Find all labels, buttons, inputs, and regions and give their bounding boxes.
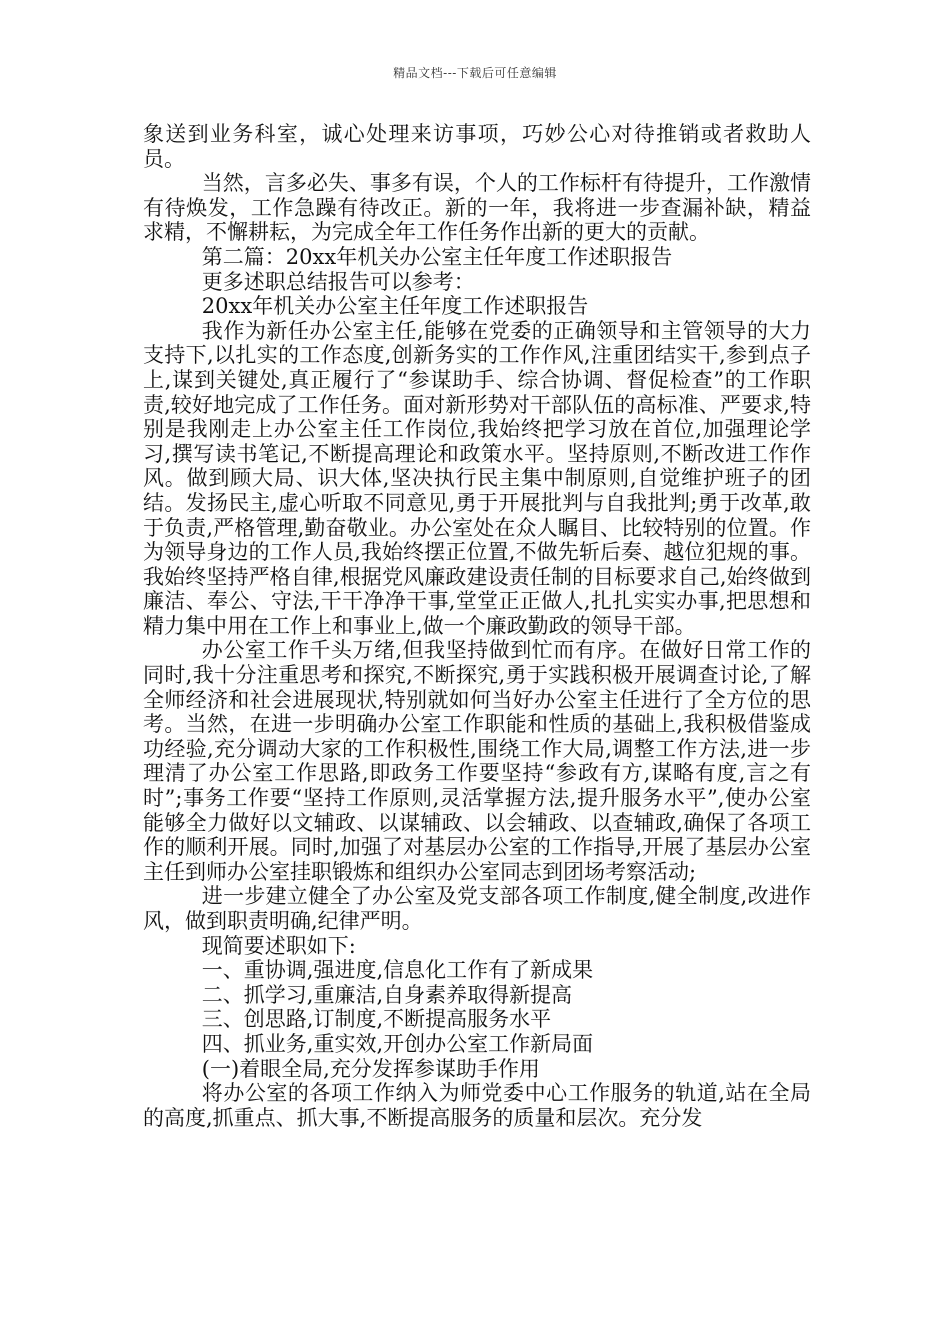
list-item: 一、重协调,强进度,信息化工作有了新成果 — [201, 958, 594, 983]
paragraph: 将办公室的各项工作纳入为师党委中心工作服务的轨道,站在全局的高度,抓重点、抓大事,不断提高服务的质量和层次。充分发 — [143, 1081, 811, 1130]
report-title: 20xx年机关办公室主任年度工作述职报告 — [201, 294, 589, 319]
document-body — [143, 122, 811, 1130]
paragraph: 现简要述职如下: — [201, 933, 356, 958]
page-header: 精品文档---下载后可任意编辑 — [393, 66, 557, 80]
paragraph: 当然，言多必失、事多有误，个人的工作标杆有待提升，工作激情有待焕发，工作急躁有待改正。新的一年，我将进一步查漏补缺，精益求精，不懈耕耘，为完成全年工作任务作出新的更大的贡献。 — [143, 171, 811, 245]
subsection-title: (一)着眼全局,充分发挥参谋助手作用 — [201, 1056, 540, 1081]
section-title: 第二篇：20xx年机关办公室主任年度工作述职报告 — [201, 244, 673, 269]
paragraph: 象送到业务科室，诚心处理来访事项，巧妙公心对待推销或者救助人员。 — [143, 122, 811, 171]
paragraph: 办公室工作千头万绪,但我坚持做到忙而有序。在做好日常工作的同时,我十分注重思考和探究,不断探究,勇于实践积极开展调查讨论,了解全师经济和社会进展现状,特别就如何当好办公室主任进行了全方位的思考。当然，在进一步明确办公室工作职能和性质的基础上,我积极借鉴成功经验,充分调动大家的工作积极性,围绕工作大局,调整工作方法,进一步理清了办公室工作思路,即政务工作要坚持“参政有方,谋略有度,言之有时”;事务工作要“坚持工作原则,灵活掌握方法,提升服务水平”,使办公室能够全力做好以文辅政、以谋辅政、以会辅政、以查辅政,确保了各项工作的顺利开展。同时,加强了对基层办公室的工作指导,开展了基层办公室主任到师办公室挂职锻炼和组织办公室同志到团场考察活动; — [143, 638, 811, 884]
paragraph: 更多述职总结报告可以参考： — [201, 269, 475, 294]
list-item: 三、创思路,订制度,不断提高服务水平 — [201, 1007, 552, 1032]
list-item: 四、抓业务,重实效,开创办公室工作新局面 — [201, 1031, 594, 1056]
paragraph: 我作为新任办公室主任,能够在党委的正确领导和主管领导的大力支持下,以扎实的工作态度,创新务实的工作作风,注重团结实干,参到点子上,谋到关键处,真正履行了“参谋助手、综合协调、督促检查”的工作职责,较好地完成了工作任务。面对新形势对干部队伍的高标准、严要求,特别是我刚走上办公室主任工作岗位,我始终把学习放在首位,加强理论学习,撰写读书笔记,不断提高理论和政策水平。坚持原则,不断改进工作作风。做到顾大局、识大体,坚决执行民主集中制原则,自觉维护班子的团结。发扬民主,虚心听取不同意见,勇于开展批判与自我批判;勇于改革,敢于负责,严格管理,勤奋敬业。办公室处在众人瞩目、比较特别的位置。作为领导身边的工作人员,我始终摆正位置,不做先斩后奏、越位犯规的事。我始终坚持严格自律,根据党风廉政建设责任制的目标要求自己,始终做到廉洁、奉公、守法,干干净净干事,堂堂正正做人,扎扎实实办事,把思想和精力集中用在工作上和事业上,做一个廉政勤政的领导干部。 — [143, 318, 811, 638]
paragraph: 进一步建立健全了办公室及党支部各项工作制度,健全制度,改进作风，做到职责明确,纪律严明。 — [143, 884, 811, 933]
list-item: 二、抓学习,重廉洁,自身素养取得新提高 — [201, 982, 573, 1007]
